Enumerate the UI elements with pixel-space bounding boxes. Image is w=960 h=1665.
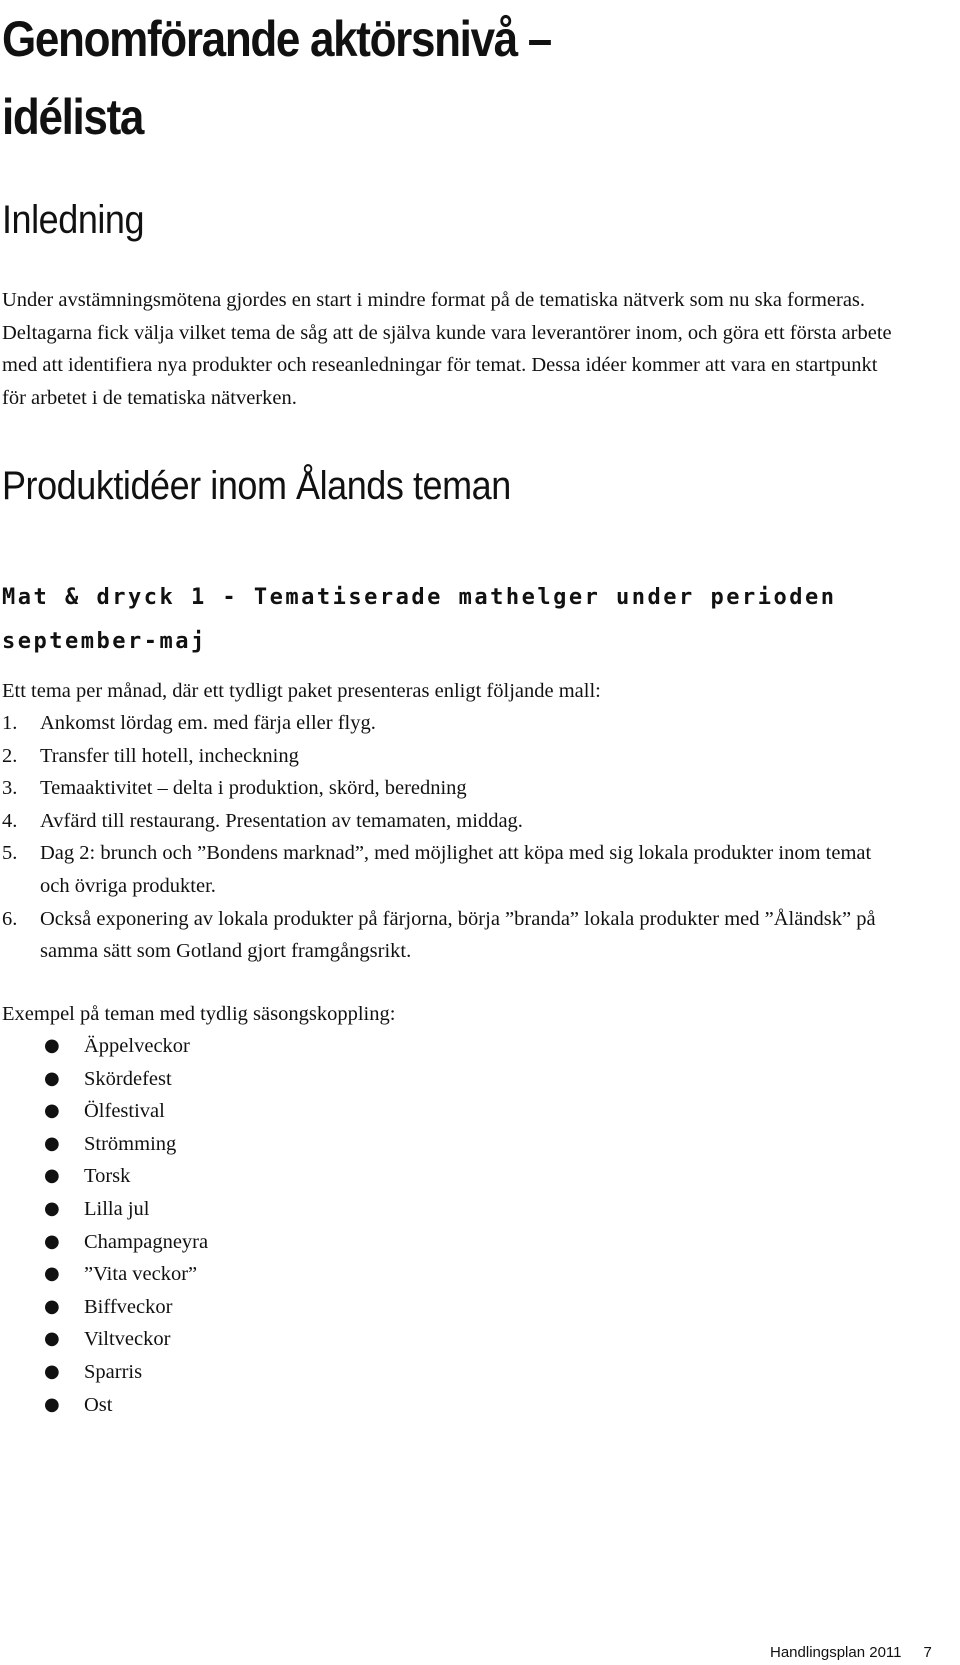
list-item <box>2 1128 208 1161</box>
footer-page-number: 7 <box>923 1644 932 1661</box>
theme-label: Champagneyra <box>84 1230 209 1253</box>
step-number: 6. <box>2 907 18 930</box>
list-item <box>2 1291 208 1324</box>
intro-paragraph: Under avstämningsmötena gjordes en start i mindre format på de tematiska nätverk som nu ska formeras. Deltagarna fick välja vilket tema de såg att de själva kunde vara leverantörer inom, och göra ett första arbete med att identifiera nya produkter och reseanledningar för temat. Dessa idéer kommer att vara en startpunkt för arbetet i de tematiska nätverken. <box>2 289 892 409</box>
theme-label: ”Vita veckor” <box>84 1263 198 1286</box>
bullet-icon: ● <box>44 1067 60 1089</box>
page-footer <box>770 1644 955 1662</box>
list-item <box>2 903 902 968</box>
list-item <box>2 1226 208 1259</box>
theme-label: Skördefest <box>84 1067 172 1090</box>
bullet-icon: ● <box>44 1360 60 1382</box>
list-item <box>2 740 902 773</box>
list-item <box>2 1095 208 1128</box>
bullet-icon: ● <box>44 1165 60 1187</box>
step-number: 1. <box>2 712 18 734</box>
bullet-icon: ● <box>44 1100 60 1122</box>
list-item <box>2 707 902 740</box>
page-title-line-2: idélista <box>2 89 144 145</box>
list-item <box>2 1323 208 1356</box>
subsection-heading-food-drink: Mat & dryck 1 - Tematiserade mathelger under perioden september-maj <box>2 585 837 654</box>
bullet-icon: ● <box>44 1230 60 1252</box>
list-item <box>2 1356 208 1389</box>
theme-label: Torsk <box>84 1165 131 1188</box>
footer-document-name: Handlingsplan 2011 <box>770 1644 902 1661</box>
step-number: 3. <box>2 777 18 800</box>
page-title <box>2 0 794 156</box>
section-heading-products: Produktidéer inom Ålands teman <box>2 464 511 508</box>
theme-label: Sparris <box>84 1360 143 1383</box>
step-text: Transfer till hotell, incheckning <box>40 744 299 767</box>
seasonal-themes-lead: Exempel på teman med tydlig säsongskoppling: <box>2 1003 396 1025</box>
list-item <box>2 772 902 805</box>
list-item <box>2 837 902 902</box>
step-text: Också exponering av lokala produkter på färjorna, börja ”branda” lokala produkter med ”Åländsk” på samma sätt som Gotland gjort framgångsrikt. <box>40 907 876 963</box>
list-item <box>2 1160 208 1193</box>
step-number: 4. <box>2 809 18 832</box>
theme-label: Ost <box>84 1393 113 1416</box>
bullet-icon: ● <box>44 1393 60 1415</box>
step-number: 2. <box>2 744 18 767</box>
bullet-icon: ● <box>44 1197 60 1219</box>
list-item <box>2 1030 208 1063</box>
theme-label: Lilla jul <box>84 1197 150 1220</box>
theme-label: Biffveckor <box>84 1295 173 1318</box>
package-steps-list <box>2 707 902 968</box>
seasonal-themes-list <box>2 1030 208 1421</box>
bullet-icon: ● <box>44 1263 60 1285</box>
package-template-lead: Ett tema per månad, där ett tydligt paket presenteras enligt följande mall: <box>2 680 601 702</box>
step-text: Temaaktivitet – delta i produktion, skörd, beredning <box>40 777 467 800</box>
section-heading-intro: Inledning <box>2 198 145 242</box>
list-item <box>2 1063 208 1096</box>
list-item <box>2 805 902 838</box>
step-text: Ankomst lördag em. med färja eller flyg. <box>40 712 376 734</box>
bullet-icon: ● <box>44 1295 60 1317</box>
theme-label: Ölfestival <box>84 1100 165 1123</box>
page-title-line-1: Genomförande aktörsnivå – <box>2 11 551 67</box>
step-text: Dag 2: brunch och ”Bondens marknad”, med möjlighet att köpa med sig lokala produkter inom temat och övriga produkter. <box>40 842 872 897</box>
theme-label: Strömming <box>84 1132 177 1155</box>
bullet-icon: ● <box>44 1035 60 1056</box>
step-text: Avfärd till restaurang. Presentation av temamaten, middag. <box>40 809 523 832</box>
theme-label: Viltveckor <box>84 1328 171 1351</box>
bullet-icon: ● <box>44 1328 60 1350</box>
list-item <box>2 1389 208 1422</box>
step-number: 5. <box>2 842 18 865</box>
theme-label: Äppelveckor <box>84 1035 190 1057</box>
bullet-icon: ● <box>44 1132 60 1154</box>
list-item <box>2 1193 208 1226</box>
list-item <box>2 1258 208 1291</box>
